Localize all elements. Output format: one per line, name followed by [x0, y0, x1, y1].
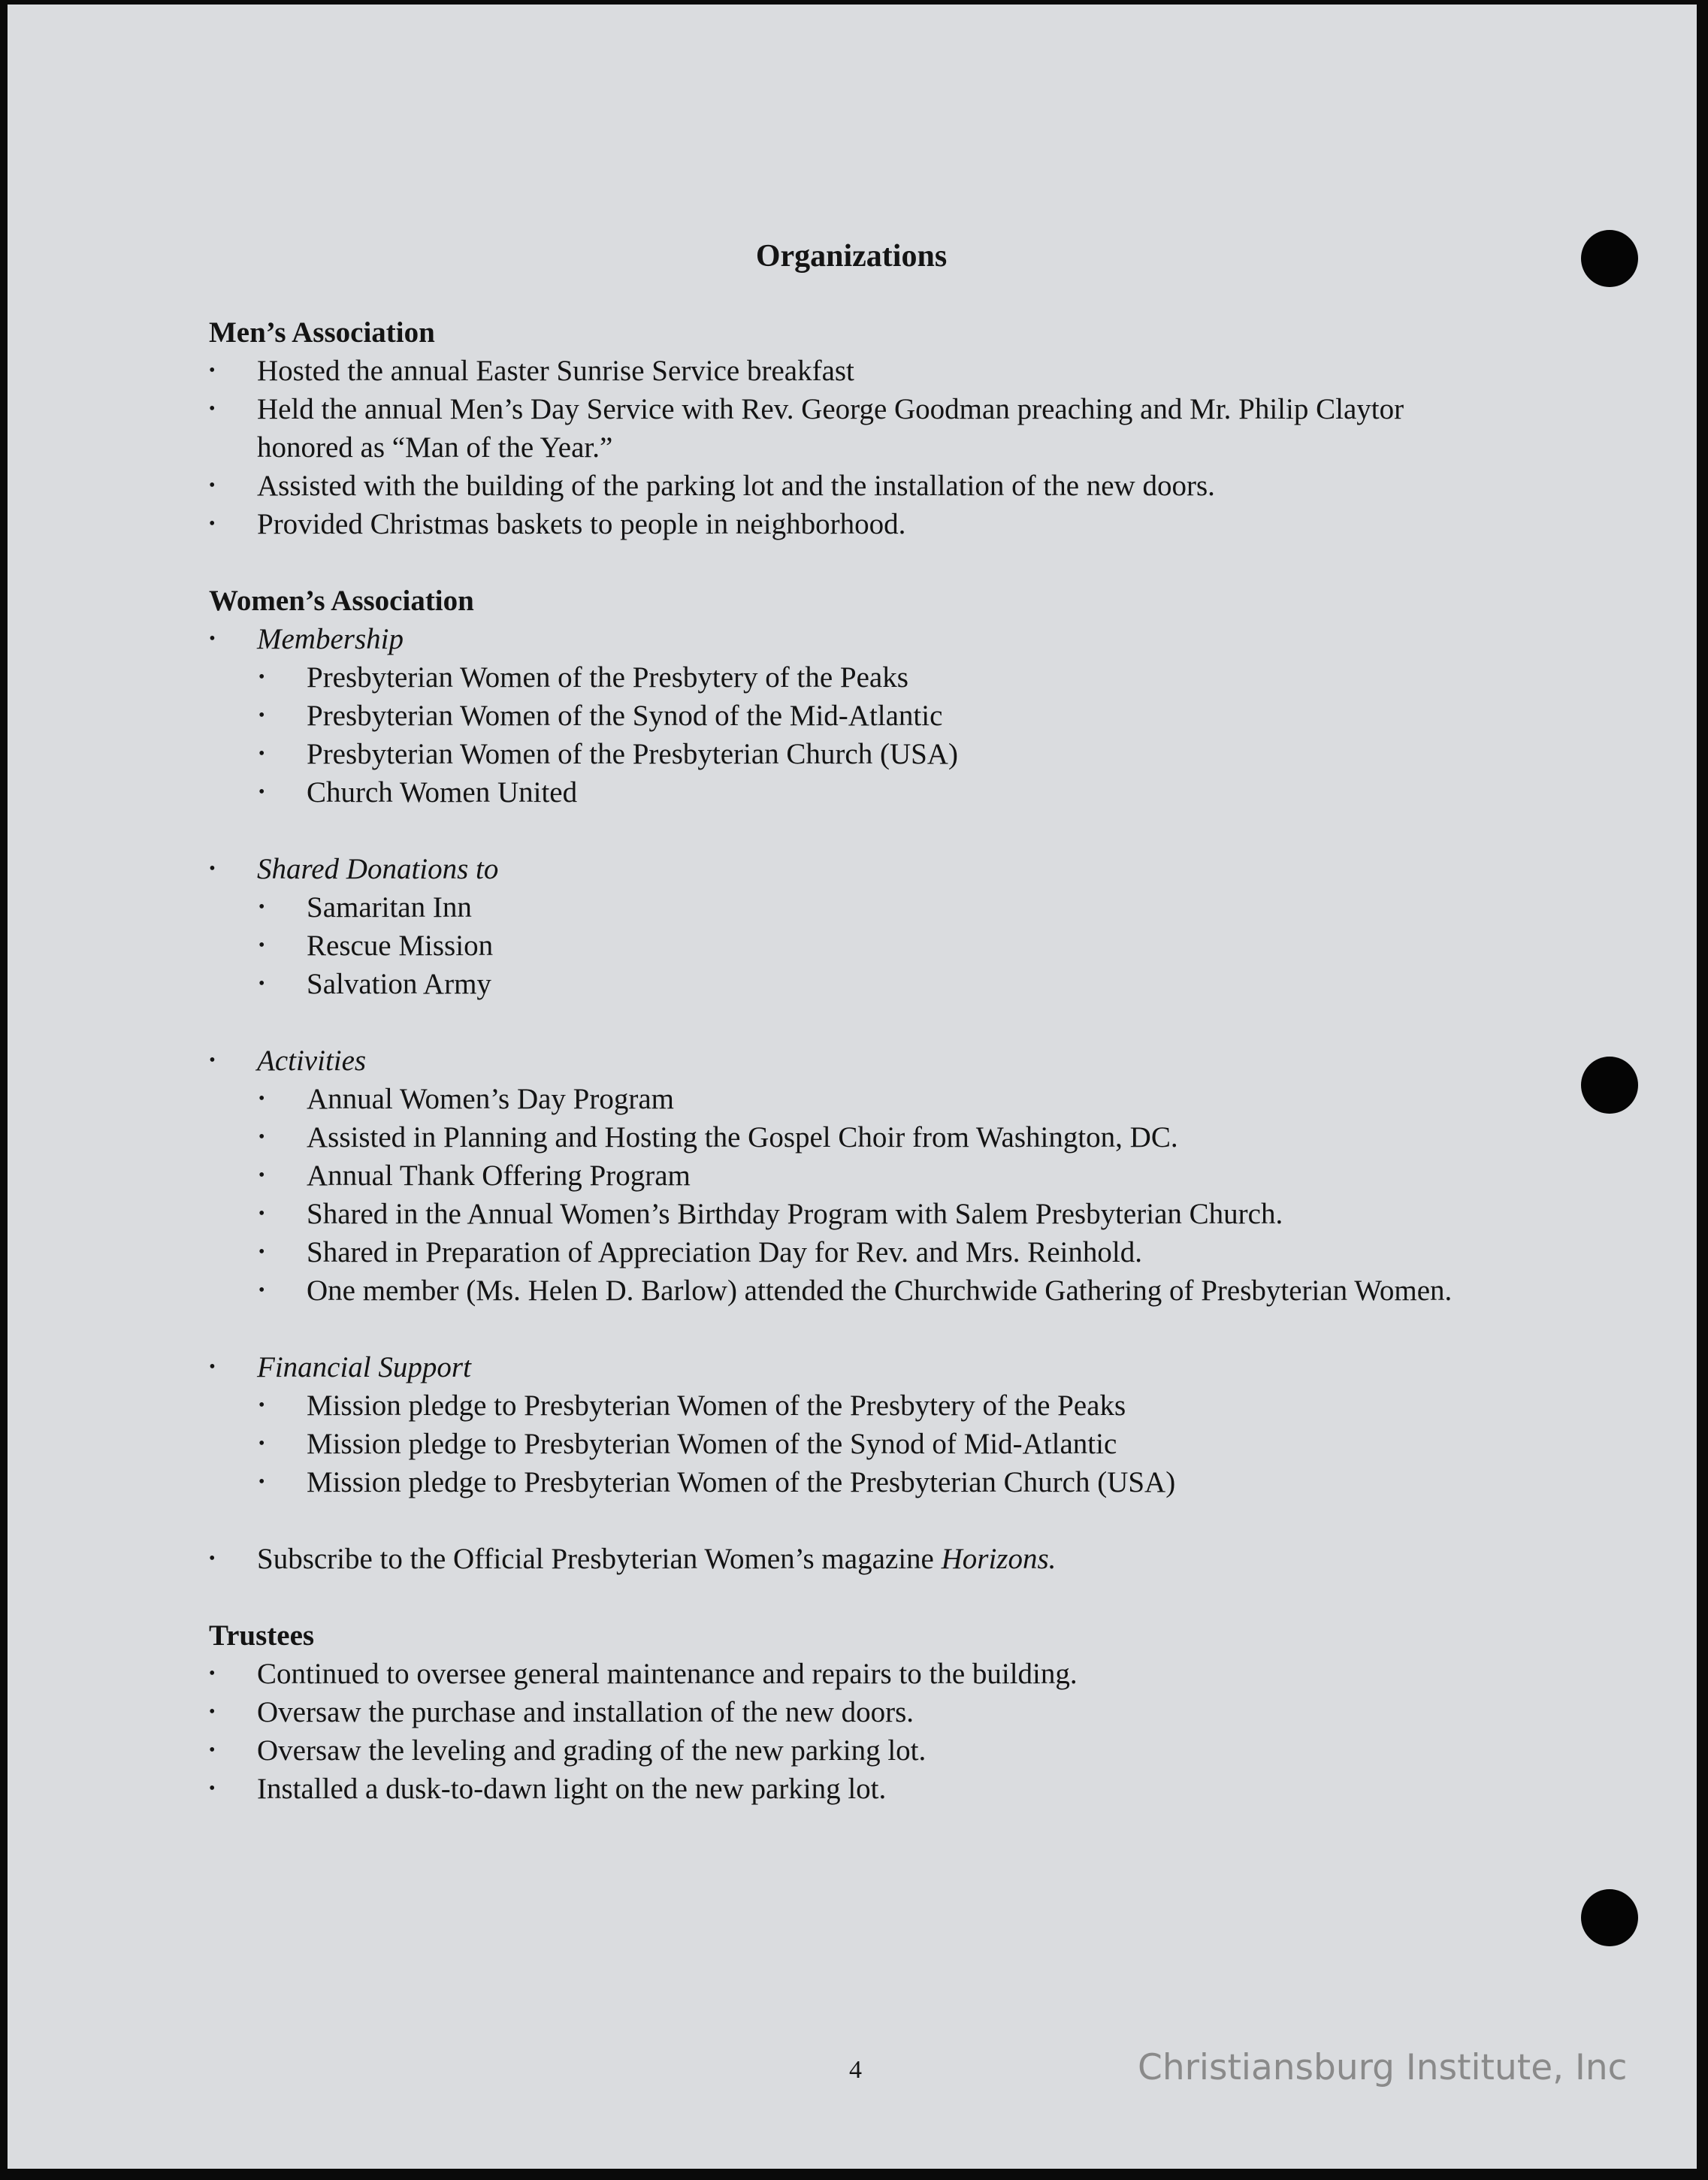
membership-list: [209, 658, 1561, 812]
trustees-list: [209, 1655, 1561, 1808]
donations-list: [209, 888, 1561, 1003]
list-item: • Presbyterian Women of the Synod of the Mid-Atlantic: [209, 697, 1524, 735]
subscribe-text: Subscribe to the Official Presbyterian Women’s magazine: [257, 1543, 942, 1575]
activities-list: [209, 1080, 1561, 1310]
list-item: • Mission pledge to Presbyterian Women of the Presbyterian Church (USA): [209, 1463, 1524, 1501]
membership-subheading: • Membership: [209, 620, 1497, 658]
donations-group: [209, 850, 1561, 888]
activities-group: [209, 1042, 1561, 1080]
donations-subheading: • Shared Donations to: [209, 850, 1497, 888]
list-item: • Salvation Army: [209, 965, 1524, 1003]
list-item: • Annual Thank Offering Program: [209, 1157, 1524, 1195]
list-item: • Hosted the annual Easter Sunrise Service breakfast: [209, 352, 1497, 390]
list-item: • Rescue Mission: [209, 927, 1524, 965]
list-item: • Oversaw the leveling and grading of the new parking lot.: [209, 1731, 1497, 1770]
subscribe-item: [209, 1540, 1497, 1578]
list-item: • Mission pledge to Presbyterian Women of the Synod of Mid-Atlantic: [209, 1425, 1524, 1463]
list-item: • Held the annual Men’s Day Service with Rev. George Goodman preaching and Mr. Philip Claytor honored as “Man of the Year.”: [209, 390, 1497, 467]
womens-association-list: [209, 620, 1561, 658]
punch-hole: [1581, 1057, 1638, 1114]
punch-hole: [1581, 230, 1638, 287]
activities-subheading: • Activities: [209, 1042, 1497, 1080]
document-page: [8, 5, 1697, 2169]
page-title: Organizations: [755, 239, 948, 274]
list-item: • Samaritan Inn: [209, 888, 1524, 927]
financial-subheading: • Financial Support: [209, 1348, 1497, 1386]
list-item: • Provided Christmas baskets to people in neighborhood.: [209, 505, 1497, 543]
document-body: [209, 237, 1561, 1808]
list-item: • Church Women United: [209, 773, 1524, 812]
punch-hole: [1581, 1889, 1638, 1946]
list-item: • Mission pledge to Presbyterian Women of the Presbytery of the Peaks: [209, 1386, 1524, 1425]
list-item: • Presbyterian Women of the Presbytery of the Peaks: [209, 658, 1524, 697]
page-number: 4: [849, 2056, 862, 2084]
list-item: • One member (Ms. Helen D. Barlow) attended the Churchwide Gathering of Presbyterian Women.: [209, 1271, 1479, 1310]
list-item: • Annual Women’s Day Program: [209, 1080, 1524, 1118]
list-item: • Assisted with the building of the parking lot and the installation of the new doors.: [209, 467, 1497, 505]
trustees-heading: Trustees: [209, 1619, 315, 1652]
list-item: • Assisted in Planning and Hosting the Gospel Choir from Washington, DC.: [209, 1118, 1524, 1157]
womens-association-heading: Women’s Association: [209, 585, 474, 617]
list-item: • Installed a dusk-to-dawn light on the new parking lot.: [209, 1770, 1497, 1808]
subscribe-group: [209, 1540, 1561, 1578]
watermark: Christiansburg Institute, Inc: [1138, 2047, 1628, 2088]
list-item: • Oversaw the purchase and installation of the new doors.: [209, 1693, 1497, 1731]
list-item: • Shared in the Annual Women’s Birthday Program with Salem Presbyterian Church.: [209, 1195, 1524, 1233]
mens-association-heading: Men’s Association: [209, 316, 435, 349]
mens-association-list: [209, 352, 1561, 543]
financial-list: [209, 1386, 1561, 1501]
list-item: • Shared in Preparation of Appreciation Day for Rev. and Mrs. Reinhold.: [209, 1233, 1524, 1271]
financial-group: [209, 1348, 1561, 1386]
list-item: • Presbyterian Women of the Presbyterian Church (USA): [209, 735, 1524, 773]
list-item: • Continued to oversee general maintenance and repairs to the building.: [209, 1655, 1497, 1693]
magazine-title: Horizons.: [941, 1543, 1057, 1575]
